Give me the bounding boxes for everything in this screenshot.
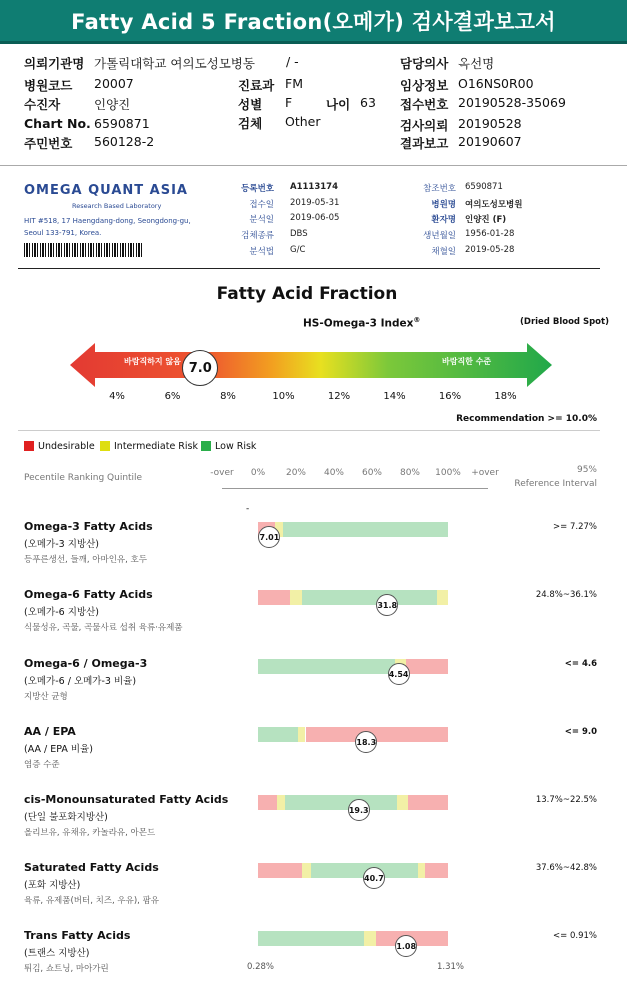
fraction-name: AA / EPA [24, 725, 76, 738]
bar-segment [302, 590, 437, 605]
meta-label: 생년월일 [423, 231, 456, 241]
fraction-subtitle: (오메가-6 / 오메가-3 비율) [24, 676, 137, 687]
legend-swatch-low-risk [201, 441, 211, 451]
fraction-subtitle: (트랜스 지방산) [24, 948, 90, 959]
bar-segment [418, 863, 426, 878]
info-label: 수진자 [24, 97, 61, 112]
bar-segment [290, 590, 301, 605]
fraction-subtitle: (포화 지방산) [24, 880, 81, 891]
info-value: 20190528 [458, 116, 522, 131]
meta-value: 2019-05-31 [290, 198, 340, 208]
fraction-food-sources: 염증 수준 [24, 760, 60, 770]
info-value: Other [285, 114, 321, 129]
gauge-right-label: 바람직한 수준 [442, 357, 492, 366]
gauge-tick-label: 10% [272, 391, 295, 402]
info-label: 나이 [326, 97, 351, 112]
index-title [303, 316, 420, 330]
divider [18, 268, 600, 269]
info-value: 가톨릭대학교 여의도성모병동 [94, 56, 255, 71]
reference-interval: <= 9.0 [564, 727, 597, 737]
fraction-food-sources: 육류, 유제품(버터, 치즈, 우유), 팜유 [24, 896, 159, 906]
meta-value: DBS [290, 229, 308, 239]
gauge-tick-label: 8% [220, 391, 236, 402]
report-title: Fatty Acid 5 Fraction(오메가) 검사결과보고서 [71, 9, 556, 34]
reference-interval: <= 0.91% [553, 931, 597, 941]
info-label: 진료과 [238, 78, 275, 93]
fraction-value-marker: 1.08 [395, 935, 417, 957]
info-value: 63 [360, 95, 376, 110]
info-label: 병원코드 [24, 78, 73, 93]
fraction-value-marker: 40.7 [363, 867, 385, 889]
meta-label: 참조번호 [423, 184, 456, 194]
lab-address: HIT #518, 17 Haengdang-dong, Seongdong-gu, [24, 217, 191, 225]
info-label: 검사의뢰 [400, 118, 449, 133]
scale-header-label: Pecentile Ranking Quintile [24, 473, 143, 483]
info-value: 560128-2 [94, 134, 155, 149]
gauge-tick-label: 4% [109, 391, 125, 402]
bar-segment [298, 727, 306, 742]
info-label: 담당의사 [400, 56, 449, 71]
gauge-tick-label: 6% [164, 391, 181, 402]
fraction-food-sources: 올리브유, 유채유, 카놀라유, 아몬드 [24, 828, 156, 838]
fraction-name: Omega-3 Fatty Acids [24, 520, 153, 533]
meta-label: 분석법 [249, 247, 274, 257]
fraction-range-bar [258, 522, 448, 537]
ref-interval-title: 95% [576, 465, 597, 475]
meta-label: 환자명 [431, 215, 456, 225]
report-title-bar [0, 0, 627, 44]
meta-label: 병원명 [431, 200, 456, 210]
fraction-range-bar [258, 863, 448, 878]
fraction-value-marker: 4.54 [388, 663, 410, 685]
meta-label: 접수일 [249, 200, 274, 210]
scale-tick-label: 40% [323, 468, 344, 478]
scale-tick-label: 100% [435, 468, 461, 478]
lab-address: Seoul 133-791, Korea. [24, 229, 102, 237]
meta-value: G/C [290, 245, 306, 255]
info-value: 인양진 [94, 97, 131, 112]
fraction-value-marker: 19.3 [348, 799, 370, 821]
meta-label: 분석일 [249, 215, 274, 225]
fraction-subtitle: (오메가-3 지방산) [24, 539, 99, 550]
divider [18, 430, 600, 431]
info-label: 성별 [238, 97, 263, 112]
info-value: FM [285, 76, 303, 91]
reference-interval: 37.6%~42.8% [535, 863, 597, 873]
reference-interval: >= 7.27% [553, 522, 597, 532]
gauge-tick-label: 16% [438, 391, 462, 402]
sample-type: (Dried Blood Spot) [520, 317, 609, 327]
info-label: 의뢰기관명 [24, 56, 85, 71]
scale-tick-label: +over [471, 468, 499, 478]
meta-value: 1956-01-28 [465, 229, 515, 239]
info-value: 옥선명 [458, 56, 495, 71]
fraction-food-sources: 지방산 균형 [24, 692, 68, 702]
fraction-range-bar [258, 727, 448, 742]
bar-segment [258, 727, 298, 742]
reference-interval: 24.8%~36.1% [535, 590, 597, 600]
fraction-range-bar [258, 659, 448, 674]
fraction-name: Saturated Fatty Acids [24, 861, 159, 874]
info-value: / - [286, 54, 299, 69]
scale-tick-label: 20% [285, 468, 306, 478]
trans-scale-max: 1.31% [437, 962, 465, 972]
meta-label: 등록번호 [241, 184, 274, 194]
fraction-food-sources: 튀김, 쇼트닝, 마아가린 [24, 964, 109, 974]
fraction-name: cis-Monounsaturated Fatty Acids [24, 793, 229, 806]
fraction-food-sources: 등푸른생선, 들깨, 아마인유, 호두 [24, 555, 147, 565]
meta-value: 6590871 [465, 182, 503, 192]
bar-segment [406, 659, 448, 674]
fraction-name: Omega-6 / Omega-3 [24, 657, 148, 670]
scale-dash: - [246, 504, 250, 514]
info-value: 20007 [94, 76, 134, 91]
scale-tick-label: 0% [250, 468, 266, 478]
meta-value: 2019-05-28 [465, 245, 515, 255]
bar-segment [437, 590, 448, 605]
fraction-subtitle: (단일 불포화지방산) [24, 812, 108, 823]
gauge-left-label: 바람직하지 않음 [124, 357, 181, 366]
info-label: 주민번호 [24, 136, 73, 151]
scale-tick-label: 60% [361, 468, 382, 478]
bar-segment [285, 795, 397, 810]
info-value: 6590871 [94, 116, 150, 131]
info-label: 검체 [238, 116, 263, 131]
section-title: Fatty Acid Fraction [216, 284, 398, 304]
fraction-value-marker: 18.3 [355, 731, 377, 753]
reference-interval: 13.7%~22.5% [535, 795, 597, 805]
fraction-subtitle: (오메가-6 지방산) [24, 607, 99, 618]
meta-value: 인양진 (F) [465, 215, 507, 225]
scale-tick-label: 80% [399, 468, 420, 478]
reference-interval: <= 4.6 [564, 659, 597, 669]
bar-segment [302, 863, 312, 878]
legend-label: Low Risk [215, 441, 257, 452]
bar-segment [397, 795, 408, 810]
fraction-name: Omega-6 Fatty Acids [24, 588, 153, 601]
bar-segment [258, 659, 395, 674]
bar-segment [283, 522, 448, 537]
recommendation: Recommendation >= 10.0% [456, 414, 597, 424]
legend-swatch-intermediate [100, 441, 110, 451]
info-value: F [285, 95, 293, 110]
index-title-mark: ® [413, 316, 421, 324]
info-label: 결과보고 [400, 136, 449, 151]
lab-logo: OMEGA QUANT ASIA [24, 183, 188, 198]
meta-value: 2019-06-05 [290, 213, 340, 223]
gauge-tick-label: 18% [494, 391, 517, 402]
legend-label: Undesirable [38, 441, 95, 452]
ref-interval-title: Reference Interval [514, 479, 597, 489]
fraction-value-marker: 7.01 [258, 526, 280, 548]
legend-label: Intermediate Risk [114, 441, 199, 452]
fraction-range-bar [258, 590, 448, 605]
meta-value: A1113174 [290, 182, 338, 192]
bar-segment [258, 795, 277, 810]
gauge-tick-label: 12% [327, 391, 351, 402]
bar-segment [258, 590, 290, 605]
meta-value: 여의도성모병원 [465, 200, 523, 210]
info-label: 접수번호 [400, 97, 449, 112]
bar-segment [425, 863, 448, 878]
fraction-food-sources: 식물성유, 곡물, 곡물사료 섭취 육류·유제품 [24, 623, 183, 633]
scale-tick-label: -over [210, 468, 234, 478]
meta-label: 검체종류 [241, 231, 274, 241]
gauge-tick-label: 14% [383, 391, 406, 402]
lab-tagline: Research Based Laboratory [72, 202, 162, 210]
bar-segment [258, 931, 364, 946]
bar-segment [258, 863, 302, 878]
info-label: Chart No. [24, 116, 91, 131]
trans-scale-min: 0.28% [247, 962, 275, 972]
info-label: 임상정보 [400, 78, 449, 93]
bar-segment [277, 795, 285, 810]
info-value: 20190607 [458, 134, 522, 149]
barcode [24, 243, 142, 257]
index-value-marker: 7.0 [182, 350, 218, 386]
info-value: O16NS0R00 [458, 76, 534, 91]
fraction-value-marker: 31.8 [376, 594, 398, 616]
bar-segment [408, 795, 448, 810]
info-value: 20190528-35069 [458, 95, 566, 110]
fraction-range-bar [258, 931, 448, 946]
legend-swatch-undesirable [24, 441, 34, 451]
meta-label: 채혈일 [431, 247, 456, 257]
index-title-text: HS-Omega-3 Index [303, 317, 414, 330]
scale-axis [222, 488, 488, 489]
fraction-name: Trans Fatty Acids [24, 929, 131, 942]
divider [0, 165, 627, 166]
bar-segment [364, 931, 375, 946]
fraction-subtitle: (AA / EPA 비율) [24, 744, 93, 755]
